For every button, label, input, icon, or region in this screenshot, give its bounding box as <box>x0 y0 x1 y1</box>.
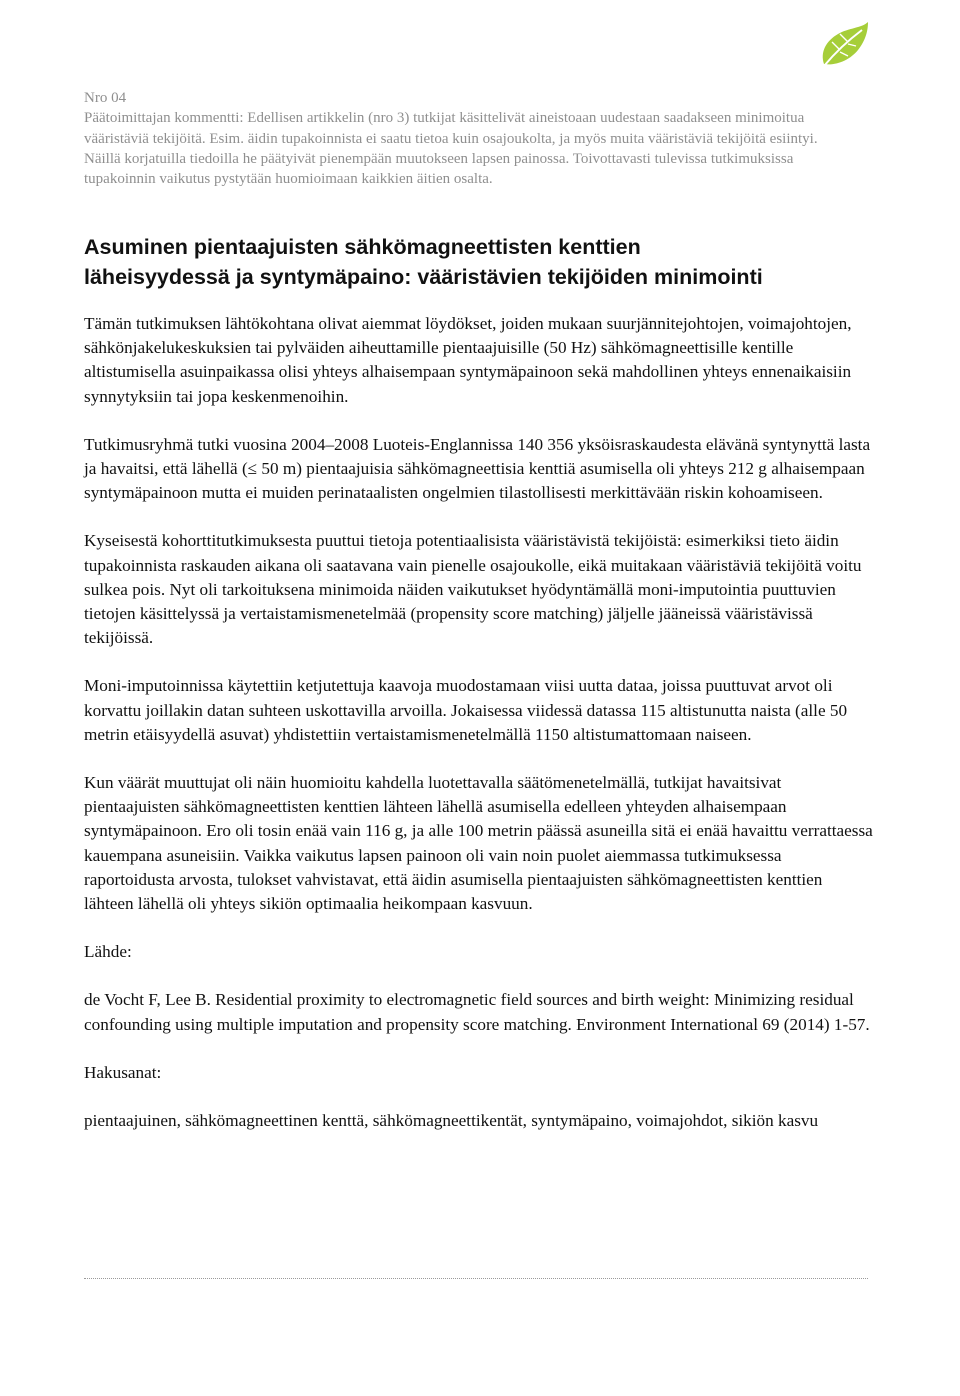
keywords-label: Hakusanat: <box>84 1062 162 1082</box>
editor-comment: Päätoimittajan kommentti: Edellisen artikkelin (nro 3) tutkijat käsittelivät aineistoaan uudestaan saadakseen minimoitua vääristäviä tekijöitä. Esim. äidin tupakoinnista ei saatu tietoa kuin osajoukolta, ja myös muita vääristäviä tekijöitä esiintyi. Näillä korjatuilla tiedoilla he päätyivät pienempään muutokseen lapsen painossa. Toivottavasti tulevissa tutkimuksissa tupakoinnin vaikutus pystytään huomioimaan kaikkien äitien osalta. <box>84 110 818 188</box>
paragraph-2: Tutkimusryhmä tutki vuosina 2004–2008 Luoteis-Englannissa 140 356 yksöisraskaudesta elävänä syntynyttä lasta ja havaitsi, että lähellä (≤ 50 m) pientaajuisia sähkömagneettisia kenttiä asumisella oli yhteys 212 g alhaisempaan syntymäpainoon mutta ei muiden perinataalisten ongelmien tilastollisesti merkittävään riskin kohoamiseen. <box>84 434 871 503</box>
keywords: pientaajuinen, sähkömagneettinen kenttä, sähkömagneettikentät, syntymäpaino, voimajohdot, sikiön kasvu <box>84 1111 819 1131</box>
dotted-divider <box>84 1278 868 1279</box>
paragraph-4: Moni-imputoinnissa käytettiin ketjutettuja kaavoja muodostamaan viisi uutta dataa, joissa puuttuvat arvot oli korvattu joillakin datan suhteen uskottavilla arvoilla. Jokaisessa viidessä datassa 115 altistunutta naista (alle 50 metrin etäisyydellä asuvat) yhdistettiin vertaistamismenetelmällä 1150 altistumattomaan naiseen. <box>84 676 848 744</box>
title-line-1: Asuminen pientaajuisten sähkömagneettisten kenttien <box>84 235 641 259</box>
paragraph-1: Tämän tutkimuksen lähtökohtana olivat aiemmat löydökset, joiden mukaan suurjännitejohtojen, voimajohtojen, sähkönjakelukeskuksien tai pylväiden aiheuttamille pientaajuisille (50 Hz) sähkömagneettisille kentille altistumisella asuinpaikassa olisi yhteys alhaisempaan syntymäpainoon sekä mahdollinen yhteys ennenaikaisiin synnytyksiin tai jopa keskenmenoihin. <box>84 314 852 406</box>
leaf-logo-icon <box>818 20 872 70</box>
editor-note <box>84 88 844 189</box>
paragraph-3: Kyseisestä kohorttitutkimuksesta puuttui tietoja potentiaalisista vääristävistä tekijöistä: esimerkiksi tieto äidin tupakoinnista raskauden aikana oli saatavana vain pienelle osajoukolle, eikä muitakaan vääristäviä tekijöitä voitu sulkea pois. Nyt oli tarkoituksena minimoida näiden vaikutukset hyödyntämällä moni-imputointia puuttuvien tietojen käsittelyssä ja vertaistamismenetelmää (propensity score matching) jäljelle jääneissä vääristävissä tekijöissä. <box>84 531 862 648</box>
article-title <box>84 232 884 292</box>
source-citation: de Vocht F, Lee B. Residential proximity to electromagnetic field sources and birth weight: Minimizing residual confounding using multiple imputation and propensity score matching. Environment International 69 (2014) 1-57. <box>84 990 870 1034</box>
article-body <box>84 312 874 1157</box>
source-label: Lähde: <box>84 942 132 962</box>
title-line-2: läheisyydessä ja syntymäpaino: vääristävien tekijöiden minimointi <box>84 265 763 289</box>
issue-number: Nro 04 <box>84 90 127 106</box>
paragraph-5: Kun väärät muuttujat oli näin huomioitu kahdella luotettavalla säätömenetelmällä, tutkijat havaitsivat pientaajuisten sähkömagneettisten kenttien lähteen lähellä asumisella edelleen yhteyden alhaisempaan syntymäpainoon. Ero oli tosin enää vain 116 g, ja alle 100 metrin päässä asuneilla sitä ei enää havaittu verrattaessa kauempana asuneisiin. Vaikka vaikutus lapsen painoon oli vain noin puolet aiemmassa tutkimuksessa raportoidusta arvosta, tulokset vahvistavat, että äidin asumisella pientaajuisten sähkömagneettisten kenttien lähteen lähellä oli yhteys sikiön optimaalia heikompaan kasvuun. <box>84 773 873 914</box>
